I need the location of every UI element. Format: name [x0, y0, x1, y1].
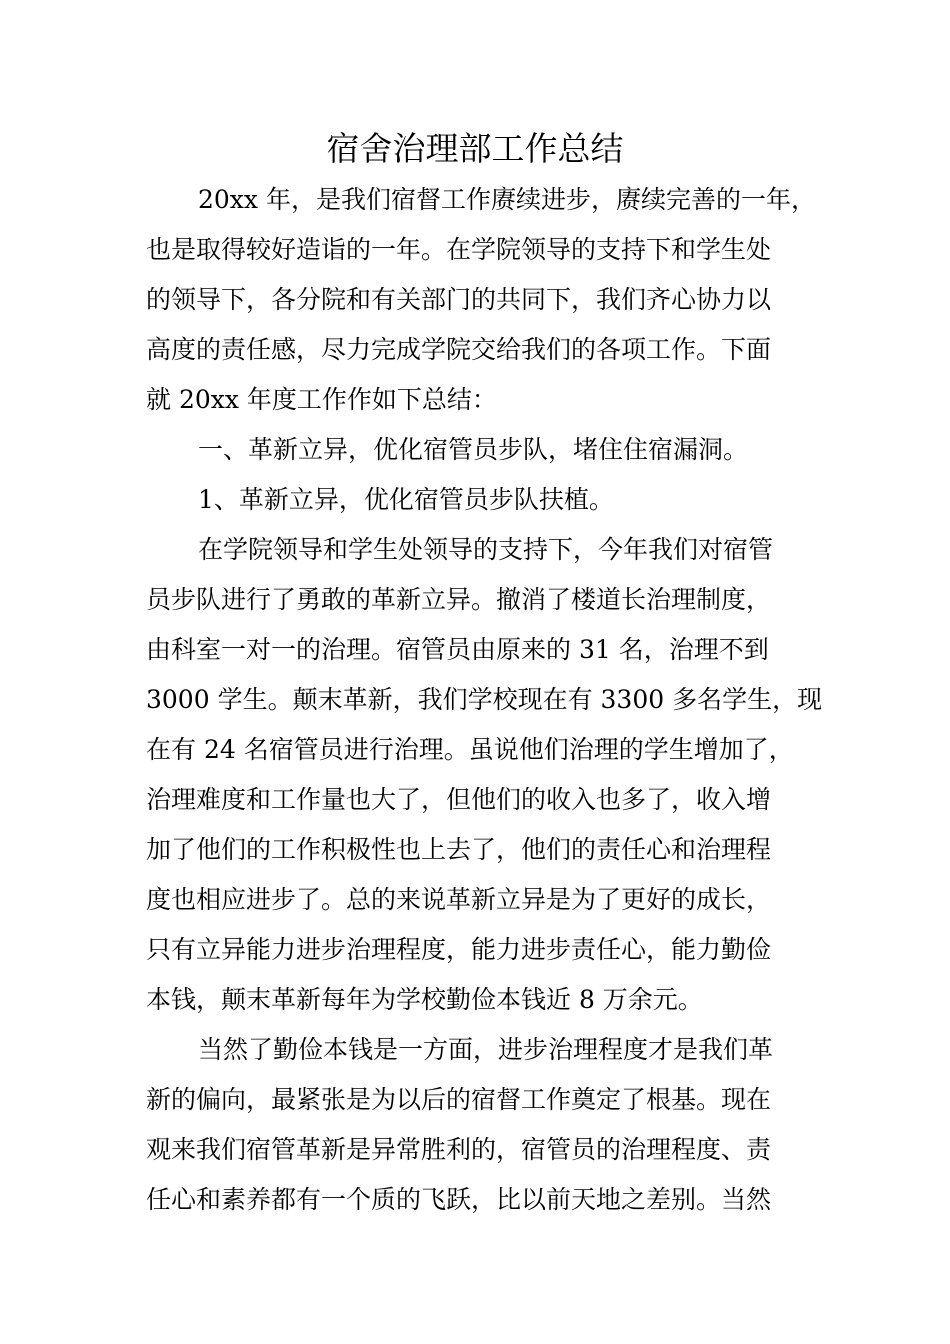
body-line-19: 新的偏向，最紧张是为以后的宿督工作奠定了根基。现在: [146, 1085, 772, 1114]
body-line-18: 当然了勤俭本钱是一方面，进步治理程度才是我们革: [198, 1035, 774, 1064]
body-line-14: 加了他们的工作积极性也上去了，他们的责任心和治理程: [146, 835, 772, 864]
body-line-21: 任心和素养都有一个质的飞跃，比以前天地之差别。当然: [146, 1185, 772, 1214]
body-line-3: 的领导下，各分院和有关部门的共同下，我们齐心协力以: [146, 285, 772, 314]
body-line-16: 只有立异能力进步治理程度，能力进步责任心，能力勤俭: [146, 935, 772, 964]
body-line-15: 度也相应进步了。总的来说革新立异是为了更好的成长，: [146, 885, 772, 914]
body-line-12: 在有 24 名宿管员进行治理。虽说他们治理的学生增加了，: [146, 735, 794, 764]
body-line-10: 由科室一对一的治理。宿管员由原来的 31 名，治理不到: [146, 635, 769, 664]
body-line-8: 在学院领导和学生处领导的支持下，今年我们对宿管: [198, 535, 774, 564]
document-title: 宿舍治理部工作总结: [326, 129, 624, 168]
body-line-17: 本钱，颠末革新每年为学校勤俭本钱近 8 万余元。: [146, 985, 703, 1014]
body-line-9: 员步队进行了勇敢的革新立异。撤消了楼道长治理制度，: [146, 585, 772, 614]
section-heading-1: 一、革新立异，优化宿管员步队，堵住住宿漏洞。: [198, 435, 749, 464]
body-line-1: 20xx 年，是我们宿督工作赓续进步，赓续完善的一年，: [198, 185, 816, 214]
body-line-11: 3000 学生。颠末革新，我们学校现在有 3300 多名学生，现: [146, 685, 823, 714]
body-line-20: 观来我们宿管革新是异常胜利的，宿管员的治理程度、责: [146, 1135, 772, 1164]
body-line-4: 高度的责任感，尽力完成学院交给我们的各项工作。下面: [146, 335, 772, 364]
body-line-5: 就 20xx 年度工作作如下总结：: [146, 385, 497, 414]
body-line-13: 治理难度和工作量也大了，但他们的收入也多了，收入增: [146, 785, 772, 814]
subsection-heading-1: 1、革新立异，优化宿管员步队扶植。: [198, 485, 614, 514]
body-line-2: 也是取得较好造诣的一年。在学院领导的支持下和学生处: [146, 235, 772, 264]
